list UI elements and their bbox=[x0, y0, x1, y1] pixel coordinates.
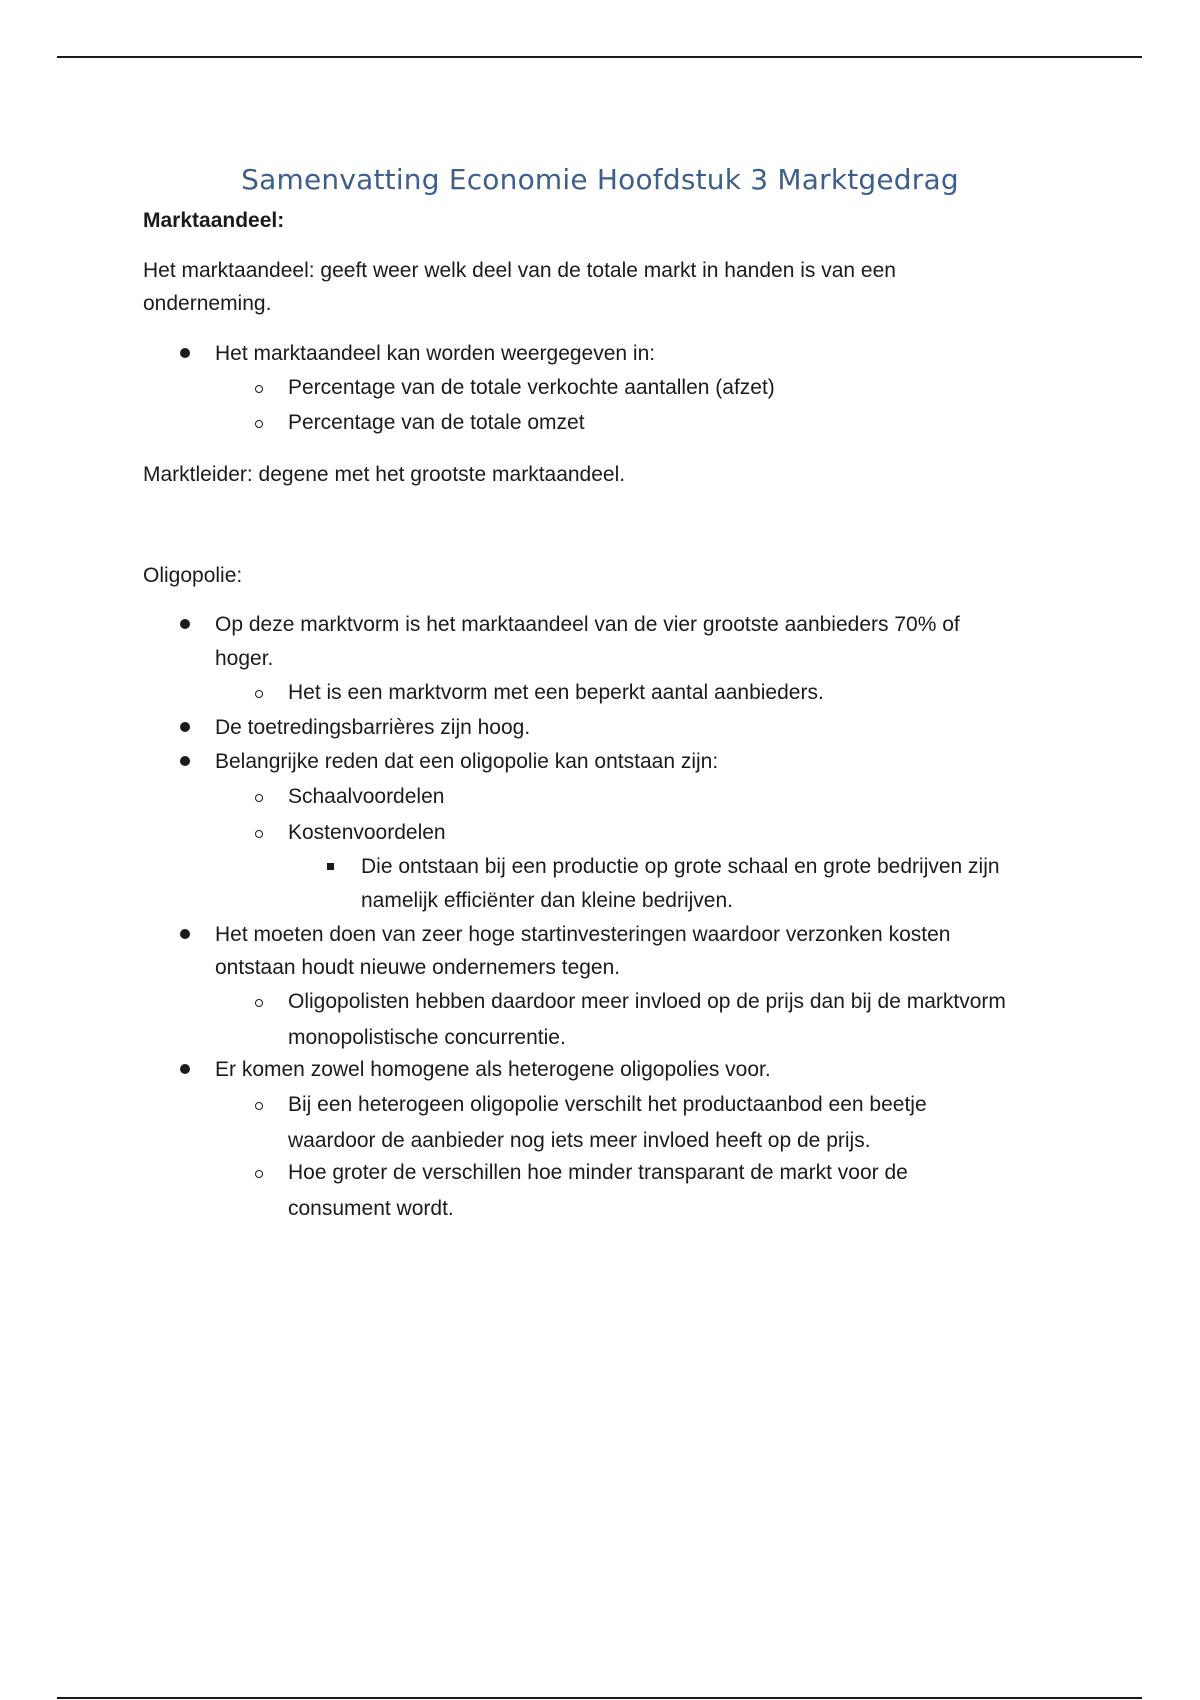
hollow-bullet-icon bbox=[255, 830, 263, 838]
list-item-continued: monopolistische concurrentie. bbox=[288, 1026, 566, 1049]
list-item: Het moeten doen van zeer hoge startinvesteringen waardoor verzonken kosten bbox=[215, 923, 951, 946]
list-item: Er komen zowel homogene als heterogene oligopolies voor. bbox=[215, 1058, 771, 1081]
section-heading-marktaandeel: Marktaandeel: bbox=[143, 209, 285, 232]
list-item: De toetredingsbarrières zijn hoog. bbox=[215, 716, 531, 739]
list-item-continued: ontstaan houdt nieuwe ondernemers tegen. bbox=[215, 956, 621, 979]
list-item: Die ontstaan bij een productie op grote schaal en grote bedrijven zijn bbox=[361, 855, 1000, 878]
hollow-bullet-icon bbox=[255, 385, 263, 393]
list-item-continued: waardoor de aanbieder nog iets meer invloed heeft op de prijs. bbox=[288, 1129, 871, 1152]
list-item: Schaalvoordelen bbox=[288, 785, 445, 808]
list-item: Het marktaandeel kan worden weergegeven in: bbox=[215, 342, 656, 365]
list-item: Kostenvoordelen bbox=[288, 821, 446, 844]
footer-rule bbox=[57, 1697, 1142, 1699]
section-heading-oligopolie: Oligopolie: bbox=[143, 564, 243, 587]
hollow-bullet-icon bbox=[255, 420, 263, 428]
hollow-bullet-icon bbox=[255, 999, 263, 1007]
list-item: Hoe groter de verschillen hoe minder transparant de markt voor de bbox=[288, 1161, 908, 1184]
bullet-icon bbox=[180, 756, 190, 766]
list-item: Belangrijke reden dat een oligopolie kan ontstaan zijn: bbox=[215, 750, 719, 773]
bullet-icon bbox=[180, 722, 190, 732]
page-title: Samenvatting Economie Hoofdstuk 3 Marktgedrag bbox=[241, 163, 959, 196]
hollow-bullet-icon bbox=[255, 1102, 263, 1110]
bullet-icon bbox=[180, 348, 190, 358]
list-item: Op deze marktvorm is het marktaandeel van de vier grootste aanbieders 70% of bbox=[215, 613, 960, 636]
hollow-bullet-icon bbox=[255, 794, 263, 802]
square-bullet-icon bbox=[327, 863, 334, 870]
hollow-bullet-icon bbox=[255, 1170, 263, 1178]
list-item: Het is een marktvorm met een beperkt aantal aanbieders. bbox=[288, 681, 824, 704]
list-item: Percentage van de totale omzet bbox=[288, 411, 585, 434]
list-item-continued: namelijk efficiënter dan kleine bedrijven. bbox=[361, 889, 733, 912]
bullet-icon bbox=[180, 929, 190, 939]
paragraph-line: onderneming. bbox=[143, 292, 272, 315]
list-item-continued: hoger. bbox=[215, 647, 274, 670]
list-item-continued: consument wordt. bbox=[288, 1197, 454, 1220]
list-item: Percentage van de totale verkochte aantallen (afzet) bbox=[288, 376, 775, 399]
paragraph-line: Marktleider: degene met het grootste marktaandeel. bbox=[143, 463, 626, 486]
hollow-bullet-icon bbox=[255, 690, 263, 698]
list-item: Bij een heterogeen oligopolie verschilt het productaanbod een beetje bbox=[288, 1093, 927, 1116]
list-item: Oligopolisten hebben daardoor meer invloed op de prijs dan bij de marktvorm bbox=[288, 990, 1006, 1013]
header-rule bbox=[57, 56, 1142, 58]
paragraph-line: Het marktaandeel: geeft weer welk deel van de totale markt in handen is van een bbox=[143, 259, 896, 282]
bullet-icon bbox=[180, 1064, 190, 1074]
bullet-icon bbox=[180, 619, 190, 629]
